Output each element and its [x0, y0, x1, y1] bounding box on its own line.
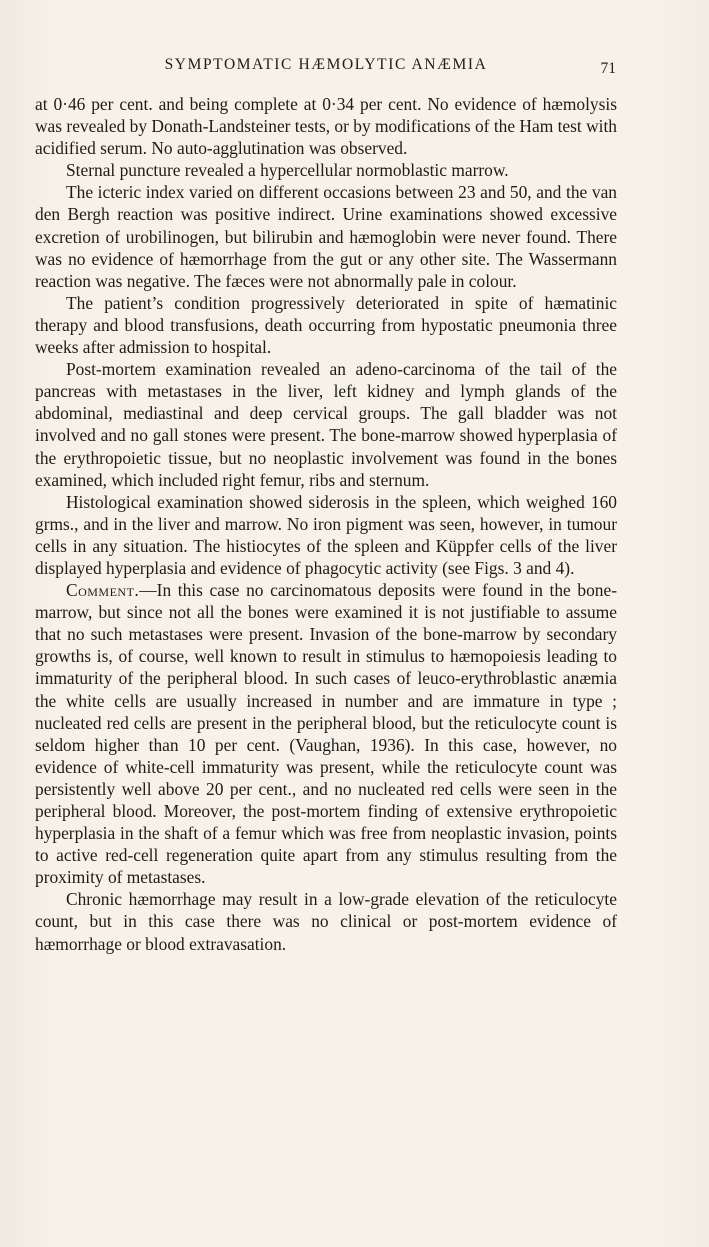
body-text — [35, 93, 617, 955]
paragraph-sternal-puncture: Sternal puncture revealed a hypercellular normoblastic marrow. — [66, 160, 509, 181]
paragraph-comment — [35, 579, 617, 888]
paragraph-patient-condition: The patient’s condition progressively deteriorated in spite of hæmatinic therapy and blood transfusions, death occurring from hypostatic pneumonia three weeks after admission to hospital. — [35, 292, 617, 358]
paragraph-continuation: at 0·46 per cent. and being complete at 0·34 per cent. No evidence of hæmolysis was revealed by Donath-Landsteiner tests, or by modifications of the Ham test with acidified serum. No auto-agglutination was observed. — [35, 94, 617, 159]
running-head — [36, 56, 616, 78]
comment-text: —In this case no carcinomatous deposits were found in the bone-marrow, but since not all the bones were examined it is not justifiable to assume that no such metastases were present. Invasion of the bone-marrow by secondary growths is, of course, well known to result in stimulus to hæmopoiesis leading to immaturity of the peripheral blood. In such cases of leuco-erythroblastic anæmia the white cells are usually increased in number and are immature in type ; nucleated red cells are present in the peripheral blood, but the reticulocyte count is seldom higher than 10 per cent. (Vaughan, 1936). In this case, however, no evidence of white-cell immaturity was present, while the reticulocyte count was persistently well above 20 per cent., and no nucleated red cells were seen in the peripheral blood. Moreover, the post-mortem finding of extensive erythropoietic hyperplasia in the shaft of a femur which was free from neoplastic invasion, points to active red-cell regeneration quite apart from any stimulus resulting from the proximity of metastases. — [35, 580, 617, 888]
paragraph-histology: Histological examination showed siderosis in the spleen, which weighed 160 grms., and in the liver and marrow. No iron pigment was seen, however, in tumour cells in any situation. The histiocytes of the spleen and Küppfer cells of the liver displayed hyperplasia and evidence of phagocytic activity (see Figs. 3 and 4). — [35, 491, 617, 578]
paragraph-icteric-index: The icteric index varied on different occasions between 23 and 50, and the van den Bergh reaction was positive indirect. Urine examinations showed excessive excretion of urobilinogen, but bilirubin and hæmoglobin were never found. There was no evidence of hæmorrhage from the gut or any other site. The Wassermann reaction was negative. The fæces were not abnormally pale in colour. — [35, 182, 617, 291]
paragraph-post-mortem: Post-mortem examination revealed an adeno-carcinoma of the tail of the pancreas with metastases in the liver, left kidney and lymph glands of the abdominal, mediastinal and deep cervical groups. The gall bladder was not involved and no gall stones were present. The bone-marrow showed hyperplasia of the erythropoietic tissue, but no neoplastic involvement was found in the bones examined, which included right femur, ribs and sternum. — [35, 359, 617, 490]
paragraph-chronic-haemorrhage: Chronic hæmorrhage may result in a low-grade elevation of the reticulocyte count, but in this case there was no clinical or post-mortem evidence of hæmorrhage or blood extravasation. — [35, 889, 617, 954]
comment-lead: Comment. — [66, 580, 140, 601]
running-title: SYMPTOMATIC HÆMOLYTIC ANÆMIA — [164, 56, 488, 73]
page-number: 71 — [600, 60, 616, 77]
